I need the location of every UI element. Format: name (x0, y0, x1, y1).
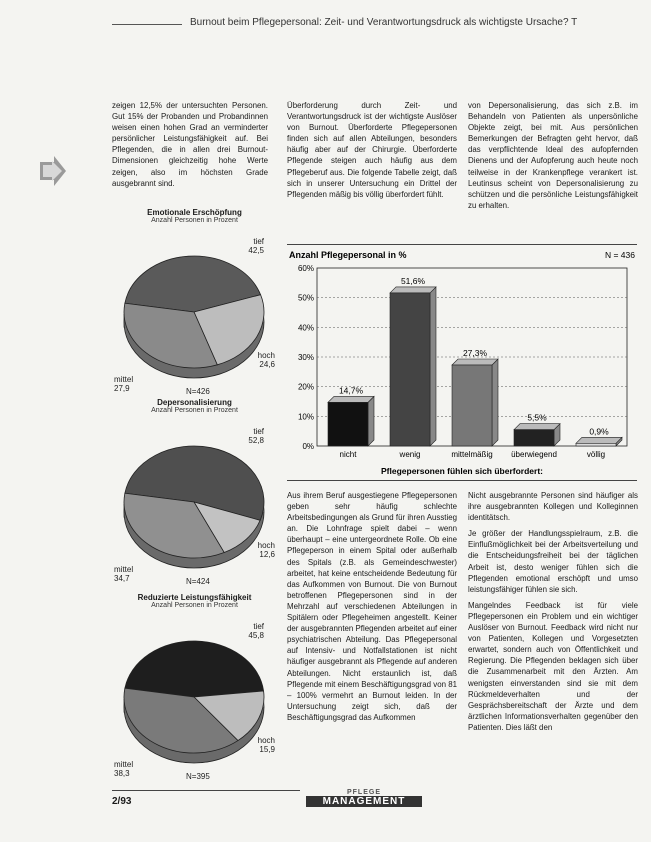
right-column-upper (468, 100, 638, 216)
intro-paragraph: zeigen 12,5% der untersuchten Personen. Gut 15% der Probanden und Probandinnen weisen einen hohen Grad an verminderter persönlicher Leistungsfähigkeit auf. Bei Pflegenden, die in allen drei Burnout-Dimensionen gleichzeitig hohe Werte zeigen, also im höchsten Grade ausgebrannt sind. (112, 101, 268, 188)
bar-side (430, 287, 436, 446)
pie-chart-depersonalization (112, 420, 277, 590)
chart-n-label: N = 436 (604, 250, 635, 260)
pie-n-count: N=424 (186, 577, 210, 586)
pie-label-mittel-value: 34,7 (114, 574, 130, 583)
bar-value-label: 0,9% (589, 426, 609, 437)
bar-layer (298, 264, 627, 459)
chart-x-label: Pflegepersonen fühlen sich überfordert: (381, 466, 543, 476)
bar-überwiegend (514, 430, 554, 446)
pie-chart-emotional (112, 230, 277, 400)
mid-paragraph: Überforderung durch Zeit- und Verantwortungsdruck ist der wichtigste Auslöser von Burnout. Überforderte Pflegepersonen finden sich auf allen Abteilungen, besonders häufig aber auf der Chirurgie. Überforderte Pflegende steigen auch häufig aus dem Pflegeberuf aus. Die folgende Tabelle zeigt, daß sich in unserer Untersuchung ein Drittel der Pflegenden mäßig bis völlig überfordert fühlt. (287, 101, 457, 199)
pie-label-mittel: mittel (114, 760, 134, 769)
pie-n-count: N=395 (186, 772, 210, 781)
y-tick-label: 10% (297, 412, 314, 422)
y-tick-label: 30% (297, 353, 314, 362)
bar-top (390, 287, 436, 293)
right-paragraph: von Depersonalisierung, das sich z.B. im Behandeln von Patienten als unpersönliche Objekte zeigt, bei mit. Aus persönlichen Bemerkungen der Befragten geht hervor, daß das verpflichtende Ideal des aufopfernden Dienens und der Aufopferung auch heute noch teilweise in der Krankenpflege verankert ist. Leutinsus scheint von Depersonalisierung zu schützen und die persönliche Leistungsfähigkeit zu erhalten. (468, 101, 638, 210)
chart-top-rule (287, 244, 637, 245)
x-tick-label: nicht (339, 450, 357, 459)
pie-label-mittel-value: 38,3 (114, 769, 130, 778)
pie-label-mittel: mittel (114, 565, 134, 574)
pie-label-hoch: hoch (257, 351, 275, 360)
y-tick-label: 60% (297, 264, 314, 273)
bar-mittelmäßig (452, 365, 492, 446)
y-tick-label: 0% (302, 442, 314, 451)
pie-label-hoch-value: 24,6 (259, 360, 275, 369)
x-tick-label: völlig (586, 450, 606, 459)
left-column-intro (112, 100, 268, 194)
y-tick-label: 50% (297, 293, 314, 303)
pie-title: Emotionale Erschöpfung (147, 208, 242, 217)
pie-subtitle: Anzahl Personen in Prozent (151, 602, 238, 609)
header-rule-left (112, 24, 182, 25)
lower-right-paragraph-3: Mangelndes Feedback ist für viele Pflegepersonen ein Problem und ein wichtiger Auslöser von Burnout. Feedback wird nicht nur von Patienten, Kollegen und Vorgesetzten erwartet, sondern auch von Öffentlichkeit und Regierung. Die Pflegenden beklagen sich über die Zusammenarbeit mit den Ärzten. Am wenigsten einverstanden sind sie mit dem Rückmeldeverhalten und der Gesprächsbereitschaft der Ärzte und dem ärztlichen Informationsverhalten gegenüber den Patienten. Dies läßt den (468, 600, 638, 732)
bar-value-label: 51,6% (400, 275, 426, 286)
chart-title: Anzahl Pflegepersonal in % (289, 250, 407, 260)
bar-top (576, 437, 622, 443)
pie-subtitle: Anzahl Personen in Prozent (151, 217, 238, 224)
magazine-logo (306, 789, 422, 809)
bar-wenig (390, 293, 430, 446)
bar-top (514, 424, 560, 430)
overload-bar-chart (287, 246, 637, 478)
pie-subtitle: Anzahl Personen in Prozent (151, 407, 238, 414)
x-tick-label: wenig (399, 450, 421, 459)
bar-side (492, 359, 498, 446)
pie-charts (112, 208, 277, 788)
magazine-line1: PFLEGE (346, 789, 381, 796)
section-tab-icon (40, 156, 66, 186)
pie-label-hoch: hoch (257, 736, 275, 745)
mid-column-upper (287, 100, 457, 205)
page-number: 2/93 (112, 796, 132, 807)
lower-right-paragraph-2: Je größer der Handlungsspielraum, z.B. die Einflußmöglichkeit bei der Arbeitsverteilung und die Entscheidungsfreiheit bei der täglichen Arbeit ist, desto weniger fühlen sich die Pflegenden emotional erschöpft und umso leistungsfähiger fühlen sie sich. (468, 529, 638, 594)
chart-bottom-rule (287, 480, 637, 481)
pie-label-tief-value: 42,5 (248, 246, 264, 255)
pie-label-hoch: hoch (257, 541, 275, 550)
magazine-line2: MANAGEMENT (306, 796, 422, 807)
pie-label-tief: tief (253, 622, 264, 631)
running-header (0, 14, 651, 36)
pie-label-mittel-value: 27,9 (114, 384, 130, 393)
pie-block-2 (112, 398, 277, 414)
pie-label-hoch-value: 12,6 (259, 550, 275, 559)
y-tick-label: 40% (297, 323, 314, 333)
bar-top (452, 359, 498, 365)
x-tick-label: überwiegend (511, 450, 557, 459)
lower-right-paragraph-1: Nicht ausgebrannte Personen sind häufiger als ihre ausgebrannten Kollegen und Kolleginnen identitätsch. (468, 491, 638, 523)
lower-mid-paragraph: Aus ihrem Beruf ausgestiegene Pflegepersonen geben sehr häufig schlechte Arbeitsbedingungen als Grund für ihren Ausstieg an. Die Lohnfrage spielt dabei – wenn überhaupt – eine untergeordnete Rolle. Ob eine Pflegeperson in einem Spital oder außerhalb des Spitals (z.B. als Gemeindeschwester) arbeitet, hat keine entscheidende Bedeutung für das Aufkommen von Burnout. Die von Burnout betroffenen Pflegepersonen sind in der Mehrzahl auf verschiedenen Abteilungen in Spitälern oder Pflegeheimen angestellt. Keiner der ausgebrannten Pflegenden arbeitet auf einer psychiatrischen Abteilung. Das Pflegepersonal auf Intensiv- und Notfallstationen ist nicht häufiger ausgebrannt als Pflegende auf anderen Abteilungen. Nicht erstaunlich ist, daß Pflegende mit einem Beschäftigungsgrad von 81 – 100% vermehrt an Burnout leiden. In der Untersuchung zeigt sich, daß der Beschäftigungsgrad das Aufkommen (287, 491, 457, 722)
bar-nicht (328, 402, 368, 446)
pie-label-tief-value: 45,8 (248, 631, 264, 640)
x-tick-label: mittelmäßig (451, 450, 493, 459)
pie-n-count: N=426 (186, 387, 210, 396)
pie-label-tief-value: 52,8 (248, 436, 264, 445)
bar-side (368, 396, 374, 446)
bar-völlig (576, 443, 616, 446)
pie-block-1 (112, 208, 277, 224)
pie-title: Depersonalisierung (157, 398, 232, 407)
pie-slice-tief (125, 641, 264, 697)
right-column-lower (468, 490, 638, 738)
y-tick-label: 20% (297, 382, 314, 392)
pie-block-3 (112, 593, 277, 609)
running-title: Burnout beim Pflegepersonal: Zeit- und Verantwortungsdruck als wichtigste Ursache? T (190, 17, 578, 28)
pie-chart-performance (112, 615, 277, 785)
pie-label-tief: tief (253, 427, 264, 436)
mid-column-lower (287, 490, 457, 728)
bar-top (328, 396, 374, 402)
pie-label-tief: tief (253, 237, 264, 246)
bar-value-label: 5,5% (527, 412, 547, 423)
pie-label-hoch-value: 15,9 (259, 745, 275, 754)
pie-label-mittel: mittel (114, 375, 134, 384)
bar-value-label: 27,3% (462, 348, 488, 359)
footer-rule (112, 790, 300, 791)
pie-title: Reduzierte Leistungsfähigkeit (137, 593, 252, 602)
bar-value-label: 14,7% (338, 385, 364, 396)
